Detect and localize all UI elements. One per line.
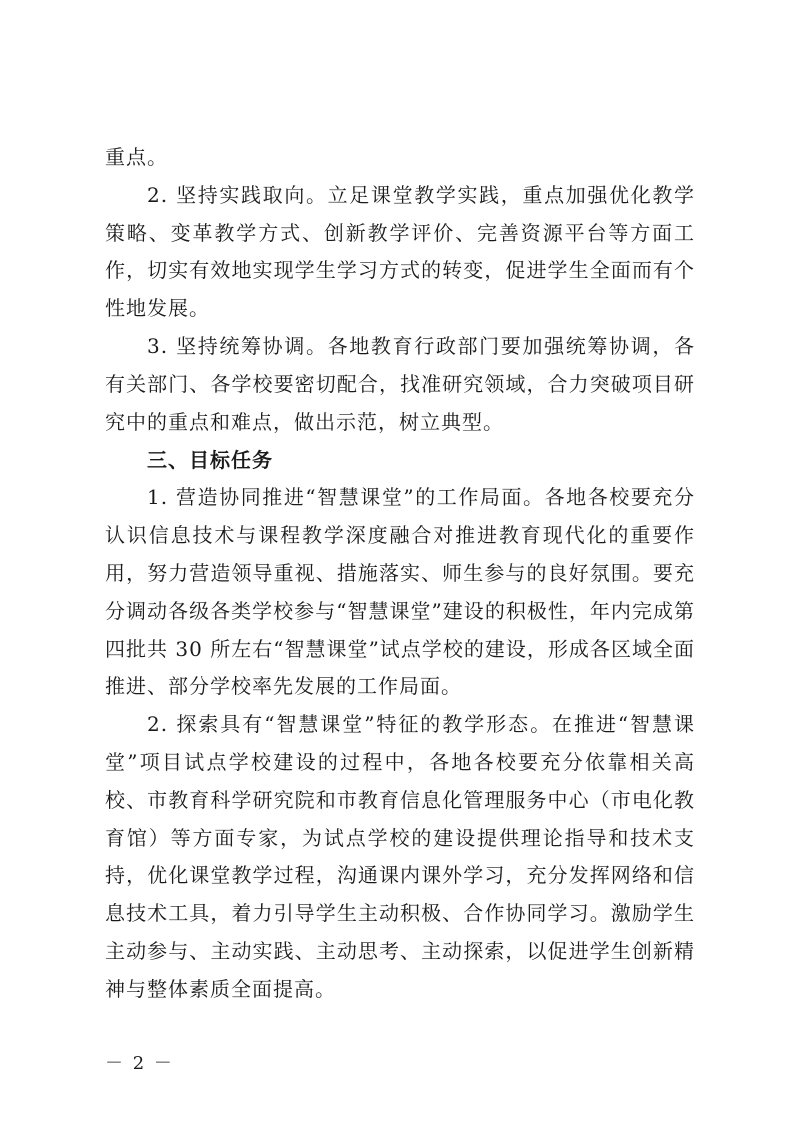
section-heading: 三、目标任务 xyxy=(147,448,273,473)
paragraph-practice-orientation: 2. 坚持实践取向。立足课堂教学实践，重点加强优化教学策略、变革教学方式、创新教学评价、完善资源平台等方面工作，切实有效地实现学生学习方式的转变，促进学生全面而有个性地发展。 xyxy=(105,182,695,321)
paragraph-collaborative-promotion: 1. 营造协同推进“智慧课堂”的工作局面。各地各校要充分认识信息技术与课程教学深度融合对推进教育现代化的重要作用，努力营造领导重视、措施落实、师生参与的良好氛围。要充分调动各级各类学校参与“智慧课堂”建设的积极性，年内完成第四批共 30 所左右“智慧课堂”试点学校的建设，形成各区域全面推进、部分学校率先发展的工作局面。 xyxy=(105,485,695,699)
paragraph-overall-coordination: 3. 坚持统筹协调。各地教育行政部门要加强统筹协调，各有关部门、各学校要密切配合，找准研究领域，合力突破项目研究中的重点和难点，做出示范，树立典型。 xyxy=(105,333,695,434)
document-body xyxy=(105,139,695,1009)
paragraph-continuation: 重点。 xyxy=(105,145,168,169)
paragraph-teaching-form: 2. 探索具有“智慧课堂”特征的教学形态。在推进“智慧课堂”项目试点学校建设的过程中，各地各校要充分依靠相关高校、市教育科学研究院和市教育信息化管理服务中心（市电化教育馆）等方面专家，为试点学校的建设提供理论指导和技术支持，优化课堂教学过程，沟通课内课外学习，充分发挥网络和信息技术工具，着力引导学生主动积极、合作协同学习。激励学生主动参与、主动实践、主动思考、主动探索，以促进学生创新精神与整体素质全面提高。 xyxy=(105,712,695,1001)
page-number: － 2 － xyxy=(105,1053,174,1074)
